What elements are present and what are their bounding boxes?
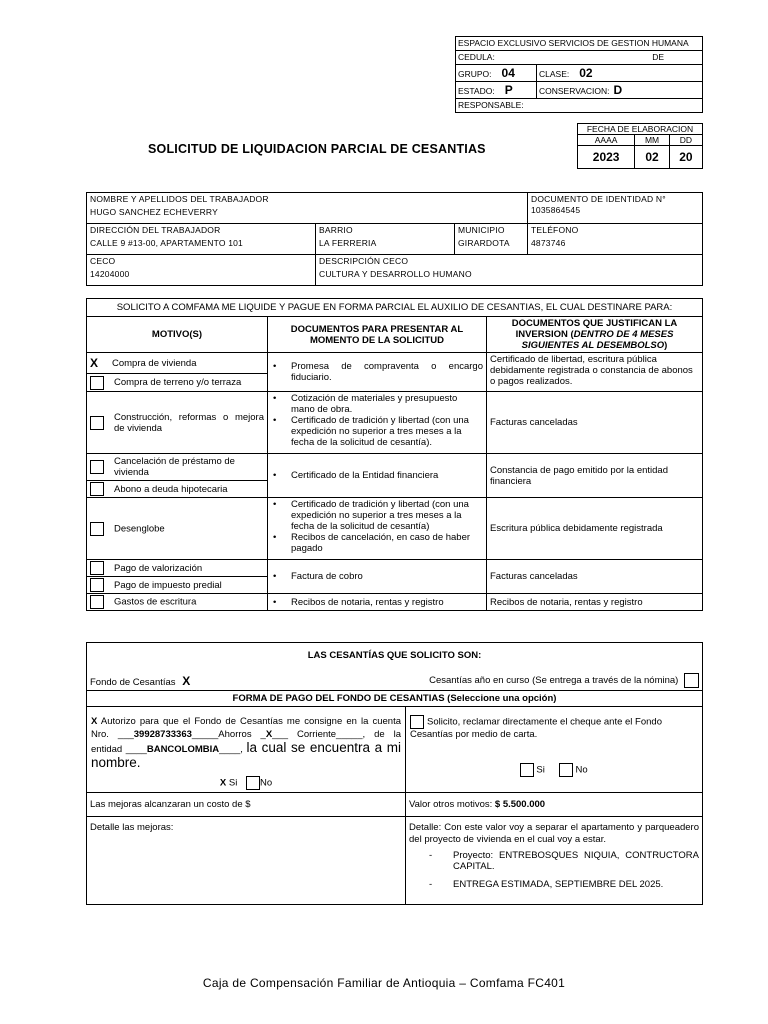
detalle-text: Detalle: Con este valor voy a separar el apartamento y parqueadero del proyecto de vivienda en el cual voy a estar. [409,822,699,845]
motive-cancelacion[interactable] [87,454,267,480]
doc-text: Factura de cobro [291,571,363,582]
bullet-icon: • [273,596,277,608]
auth-text-5: la cual se encuentra a mi nombre. [91,740,401,770]
check-mark[interactable]: X [90,356,99,370]
checkbox[interactable] [90,416,104,430]
de-label: DE [652,52,664,62]
bullet-icon: • [273,532,277,543]
municipio-label: MUNICIPIO [458,225,505,235]
otros-motivos-cell[interactable] [406,793,703,817]
bullet-icon: • [273,470,277,481]
bullet-icon: • [273,499,277,510]
doc-text: Recibos de cancelación, en caso de haber pagado [291,532,471,554]
col-motivos-header: MOTIVO(S) [87,317,268,353]
address-value: CALLE 9 #13-00, APARTAMENTO 101 [90,238,243,248]
motive-label: Abono a deuda hipotecaria [114,483,228,495]
estado-cell [456,82,537,99]
si-label: Si [536,764,545,776]
curso-checkbox[interactable] [684,673,699,688]
cheque-si-no [410,763,698,777]
motive-label: Cancelación de préstamo de vivienda [114,456,235,478]
no-label: No [575,764,588,776]
cheque-cell[interactable] [406,707,703,793]
doc-text: Certificado de tradición y libertad (con una expedición no superior a tres meses a la fecha de la solicitud de cesantía). [291,415,469,448]
barrio-label: BARRIO [319,225,353,235]
clase-cell [537,65,703,82]
cedula-row [456,51,703,65]
desc-ceco-value: CULTURA Y DESARROLLO HUMANO [319,269,472,279]
bank-name: BANCOLOMBIA [146,744,220,755]
bullet-icon: • [273,571,277,582]
dd-label: DD [669,135,702,146]
si-label: Si [228,777,238,789]
motive-escritura[interactable] [87,594,268,611]
conservacion-label: CONSERVACION: [539,86,610,96]
curso-option[interactable] [429,673,699,688]
employee-info-table [86,192,703,286]
si-mark[interactable]: X [219,777,227,789]
month-value: 02 [635,146,670,169]
date-box [577,123,703,169]
detalle-item-2 [429,879,699,890]
ceco-value: 14204000 [90,269,130,279]
checkbox[interactable] [90,376,104,390]
motive-desenglobe[interactable] [87,498,268,560]
auth-mark[interactable]: X [91,716,98,727]
justify-cell-2: Facturas canceladas [487,392,703,454]
cesantias-header-cell [87,643,703,691]
day-value: 20 [669,146,702,169]
checkbox[interactable] [90,578,104,592]
year-value: 2023 [578,146,635,169]
bullet-icon: • [273,361,277,372]
cheque-text: Solicito, reclamar directamente el cheque ante el Fondo Cesantías por medio de carta. [410,716,662,740]
page-title: SOLICITUD DE LIQUIDACION PARCIAL DE CESANTIAS [148,142,486,156]
detalle-cell[interactable] [406,817,703,905]
motive-label: Construcción, reformas o mejora de vivienda [114,411,264,434]
footer: Caja de Compensación Familiar de Antioquia – Comfama FC401 [202,976,566,990]
col3-text-b: DENTRO DE 4 MESES SIGUIENTES AL DESEMBOLSO [521,329,674,351]
auth-si-no [91,776,401,790]
conservacion-cell [537,82,703,99]
motive-construccion[interactable] [87,392,268,454]
doc-text: Certificado de la Entidad financiera [291,470,439,481]
barrio-value: LA FERRERIA [319,238,377,248]
municipio-cell [455,224,528,255]
cesantias-title: LAS CESANTÍAS QUE SOLICITO SON: [307,650,482,661]
cheque-checkbox[interactable] [410,715,424,729]
docs-cell-6 [268,594,487,611]
motive-label: Pago de valorización [114,562,203,574]
telefono-value: 4873746 [531,238,566,248]
responsable-label: RESPONSABLE: [456,99,703,113]
date-label: FECHA DE ELABORACION [578,124,703,135]
motive-predial[interactable] [87,576,267,593]
bullet-icon: • [273,393,277,404]
doc-text: Cotización de materiales y presupuesto mano de obra. [291,393,458,415]
name-label: NOMBRE Y APELLIDOS DEL TRABAJADOR [90,194,269,204]
desc-ceco-cell [316,255,703,286]
justify-cell-5: Facturas canceladas [487,560,703,594]
fondo-option[interactable] [90,674,190,688]
cedula-label: CEDULA: [458,52,495,62]
desc-ceco-label: DESCRIPCIÓN CECO [319,256,409,266]
otros-label: Valor otros motivos: [409,799,495,810]
estado-label: ESTADO: [458,86,495,96]
telefono-label: TELÉFONO [531,225,579,235]
doc-text: Recibos de notaria, rentas y registro [291,596,444,608]
docs-cell-5 [268,560,487,594]
motive-abono[interactable] [87,480,267,497]
col-justifican-header [487,317,703,353]
docs-cell-3 [268,454,487,498]
col3-text-c: ) [664,340,668,351]
auth-text-4: ____, [219,744,247,755]
auth-text-1: Autorizo para que el Fondo de Cesantías me consigne en la cuenta Nro. ___ [91,716,401,740]
mejoras-costo[interactable]: Las mejoras alcanzaran un costo de $ [87,793,406,817]
estado-value: P [504,83,513,97]
clase-label: CLASE: [539,69,570,79]
mm-label: MM [635,135,670,146]
auth-cell[interactable] [87,707,406,793]
name-value: HUGO SANCHEZ ECHEVERRY [90,207,218,217]
motive-group-1 [87,353,268,392]
fondo-label: Fondo de Cesantías [90,676,176,688]
docs-cell-2 [268,392,487,454]
justify-cell-1: Certificado de libertad, escritura pública debidamente registrada o constancia de abonos o pagos realizados. [487,353,703,392]
municipio-value: GIRARDOTA [458,238,510,248]
si-checkbox[interactable] [520,763,534,777]
address-label: DIRECCIÓN DEL TRABAJADOR [90,225,221,235]
address-cell [87,224,316,255]
doc-text: Certificado de tradición y libertad (con una expedición no superior a tres meses a la fecha de la solicitud de cesantía) [291,499,469,532]
aaaa-label: AAAA [578,135,635,146]
doc-label: DOCUMENTO DE IDENTIDAD N° [531,194,666,204]
checkbox[interactable] [90,522,104,536]
detalle-item-1 [429,850,699,872]
bullet-icon: • [273,415,277,426]
ahorros-mark: X [265,729,273,740]
justify-cell-4: Escritura pública debidamente registrada [487,498,703,560]
motive-compra-terreno[interactable] [87,373,267,391]
hr-exclusive-box [455,36,703,113]
curso-label: Cesantías año en curso (Se entrega a través de la nómina) [429,675,679,687]
hr-box-title: ESPACIO EXCLUSIVO SERVICIOS DE GESTION HUMANA [456,37,703,51]
col3-text-a: DOCUMENTOS QUE JUSTIFICAN LA INVERSION ( [511,318,678,340]
grupo-label: GRUPO: [458,69,492,79]
motive-valorizacion[interactable] [87,560,267,576]
checkbox[interactable] [90,561,104,575]
motive-label: Gastos de escritura [114,596,197,608]
motives-table [86,298,703,611]
doc-text: Promesa de compraventa o encargo fiduciario. [291,361,483,383]
doc-cell [528,193,703,224]
otros-value: $ 5.500.000 [494,799,546,810]
checkbox[interactable] [90,482,104,496]
motive-label: Pago de impuesto predial [114,579,222,591]
motive-label: Compra de vivienda [112,357,197,369]
auth-text-3: ___ Corriente_____, de la entidad ____ [91,729,402,755]
detalle-mejoras[interactable]: Detalle las mejoras: [87,817,406,905]
dash-icon: - [429,850,433,861]
no-checkbox[interactable] [559,763,573,777]
checkbox[interactable] [90,460,104,474]
fondo-mark[interactable]: X [182,673,191,688]
telefono-cell [528,224,703,255]
no-label: No [259,777,273,789]
motive-compra-vivienda[interactable] [87,353,267,373]
doc-value: 1035864545 [531,205,581,215]
grupo-value: 04 [501,66,515,80]
account-number: 39928733363 [133,729,192,740]
motive-label: Desenglobe [114,523,165,535]
request-intro: SOLICITO A COMFAMA ME LIQUIDE Y PAGUE EN FORMA PARCIAL EL AUXILIO DE CESANTIAS, EL CUAL DESTINARE PARA: [87,299,703,317]
clase-value: 02 [579,66,593,80]
dash-icon: - [429,879,433,890]
forma-pago-title: FORMA DE PAGO DEL FONDO DE CESANTIAS (Seleccione una opción) [87,691,703,707]
docs-cell-1 [268,353,487,392]
no-checkbox[interactable] [246,776,260,790]
motive-label: Compra de terreno y/o terraza [114,377,242,388]
cesantias-table [86,642,703,905]
ceco-label: CECO [90,256,116,266]
auth-text-2: _____Ahorros _ [191,729,266,740]
justify-cell-6: Recibos de notaria, rentas y registro [487,594,703,611]
barrio-cell [316,224,455,255]
justify-cell-3: Constancia de pago emitido por la entidad financiera [487,454,703,498]
item-text: ENTREGA ESTIMADA, SEPTIEMBRE DEL 2025. [453,879,664,890]
checkbox[interactable] [90,595,104,609]
docs-cell-4 [268,498,487,560]
col-documentos-header: DOCUMENTOS PARA PRESENTAR AL MOMENTO DE LA SOLICITUD [268,317,487,353]
motive-group-3 [87,454,268,498]
item-text: Proyecto: ENTREBOSQUES NIQUIA, CONTRUCTORA CAPITAL. [453,850,699,872]
ceco-cell [87,255,316,286]
name-cell [87,193,528,224]
auth-text [91,715,401,771]
grupo-cell [456,65,537,82]
conservacion-value: D [613,83,623,97]
motive-group-5 [87,560,268,594]
